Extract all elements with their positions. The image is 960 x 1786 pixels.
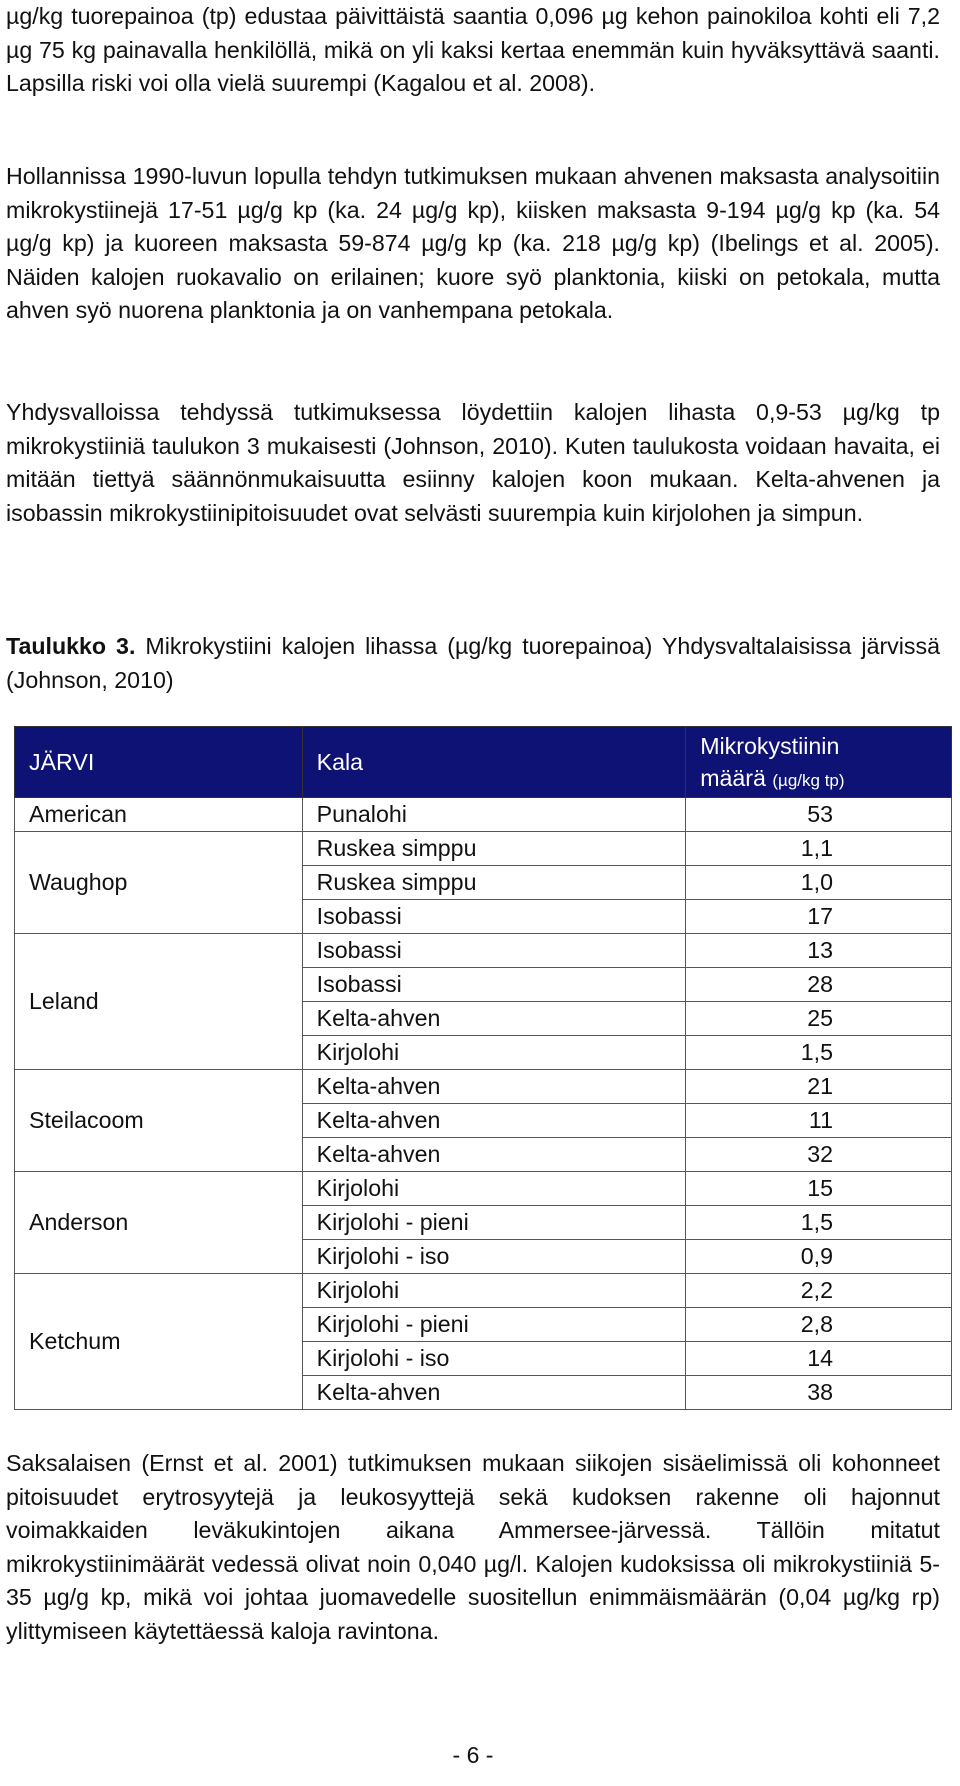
cell-amount: 32 — [686, 1138, 952, 1172]
cell-amount: 21 — [686, 1070, 952, 1104]
paragraph-intake: µg/kg tuorepainoa (tp) edustaa päivittäistä saantia 0,096 µg kehon painokiloa kohti eli 7,2 µg 75 kg painavalla henkilöllä, mikä on yli kaksi kertaa enemmän kuin hyväksyttävä saanti. Lapsilla riski voi olla vielä suurempi (Kagalou et al. 2008). — [6, 3, 940, 96]
table-row — [15, 934, 952, 968]
cell-amount: 28 — [686, 968, 952, 1002]
cell-amount: 11 — [686, 1104, 952, 1138]
header-amount — [686, 727, 952, 798]
cell-fish: Kirjolohi — [302, 1172, 686, 1206]
header-fish: Kala — [302, 727, 686, 798]
header-lake: JÄRVI — [15, 727, 303, 798]
cell-amount: 13 — [686, 934, 952, 968]
paragraph-usa-study: Yhdysvalloissa tehdyssä tutkimuksessa löydettiin kalojen lihasta 0,9-53 µg/kg tp mikrokystiiniä taulukon 3 mukaisesti (Johnson, 2010). Kuten taulukosta voidaan havaita, ei mitään tiettyä säännönmukaisuutta esiinny kalojen koon mukaan. Kelta-ahvenen ja isobassin mikrokystiinipitoisuudet ovat selvästi suurempia kuin kirjolohen ja simpun. — [6, 399, 940, 526]
cell-amount: 2,8 — [686, 1308, 952, 1342]
table-caption-label: Taulukko 3. — [6, 633, 136, 659]
cell-fish: Kelta-ahven — [302, 1070, 686, 1104]
cell-amount: 17 — [686, 900, 952, 934]
cell-fish: Kirjolohi - pieni — [302, 1206, 686, 1240]
paragraph-germany-study: Saksalaisen (Ernst et al. 2001) tutkimuksen mukaan siikojen sisäelimissä oli kohonneet pitoisuudet erytrosyytejä ja leukosyyttejä sekä kudoksen rakenne oli hajonnut voimakkaiden leväkukintojen aikana Ammersee-järvessä. Tällöin mitatut mikrokystiinimäärät vedessä olivat noin 0,040 µg/l. Kalojen kudoksissa oli mikrokystiiniä 5-35 µg/g kp, mikä voi johtaa juomavedelle suositellun enimmäismäärän (0,04 µg/kg rp) ylittymiseen käytettäessä kaloja ravintona. — [6, 1450, 940, 1644]
header-amount-unit: (µg/kg tp) — [772, 770, 845, 790]
cell-fish: Kelta-ahven — [302, 1376, 686, 1410]
cell-fish: Isobassi — [302, 968, 686, 1002]
cell-lake: Ketchum — [15, 1274, 303, 1410]
page-number: - 6 - — [452, 1742, 494, 1768]
table-row — [15, 1070, 952, 1104]
table-caption — [6, 630, 940, 697]
cell-amount: 1,0 — [686, 866, 952, 900]
cell-fish: Kirjolohi - iso — [302, 1240, 686, 1274]
cell-lake: American — [15, 798, 303, 832]
cell-fish: Isobassi — [302, 934, 686, 968]
cell-amount: 14 — [686, 1342, 952, 1376]
table-row — [15, 1274, 952, 1308]
header-amount-line2: määrä — [700, 764, 766, 791]
cell-fish: Kelta-ahven — [302, 1138, 686, 1172]
cell-lake: Leland — [15, 934, 303, 1070]
table-row — [15, 798, 952, 832]
table-body — [15, 798, 952, 1410]
header-amount-line1: Mikrokystiinin — [700, 732, 840, 759]
cell-fish: Kirjolohi — [302, 1274, 686, 1308]
table-row — [15, 1172, 952, 1206]
cell-amount: 25 — [686, 1002, 952, 1036]
cell-fish: Kirjolohi - iso — [302, 1342, 686, 1376]
cell-fish: Punalohi — [302, 798, 686, 832]
cell-amount: 1,1 — [686, 832, 952, 866]
cell-amount: 15 — [686, 1172, 952, 1206]
cell-fish: Ruskea simppu — [302, 832, 686, 866]
cell-amount: 38 — [686, 1376, 952, 1410]
cell-fish: Ruskea simppu — [302, 866, 686, 900]
cell-fish: Kelta-ahven — [302, 1002, 686, 1036]
cell-lake: Steilacoom — [15, 1070, 303, 1172]
microcystin-table — [14, 726, 952, 1410]
cell-fish: Kelta-ahven — [302, 1104, 686, 1138]
cell-amount: 2,2 — [686, 1274, 952, 1308]
cell-lake: Waughop — [15, 832, 303, 934]
cell-amount: 0,9 — [686, 1240, 952, 1274]
paragraph-netherlands-study: Hollannissa 1990-luvun lopulla tehdyn tutkimuksen mukaan ahvenen maksasta analysoitiin mikrokystiinejä 17-51 µg/g kp (ka. 24 µg/g kp), kiisken maksasta 9-194 µg/g kp (ka. 54 µg/g kp) ja kuoreen maksasta 59-874 µg/g kp (ka. 218 µg/g kp) (Ibelings et al. 2005). Näiden kalojen ruokavalio on erilainen; kuore syö planktonia, kiiski on petokala, mutta ahven syö nuorena planktonia ja on vanhempana petokala. — [6, 163, 940, 323]
cell-amount: 53 — [686, 798, 952, 832]
table-row — [15, 832, 952, 866]
cell-fish: Kirjolohi — [302, 1036, 686, 1070]
table-caption-text: Mikrokystiini kalojen lihassa (µg/kg tuorepainoa) Yhdysvaltalaisissa järvissä (Johnson, 2010) — [6, 633, 941, 693]
cell-amount: 1,5 — [686, 1036, 952, 1070]
cell-lake: Anderson — [15, 1172, 303, 1274]
cell-fish: Isobassi — [302, 900, 686, 934]
cell-fish: Kirjolohi - pieni — [302, 1308, 686, 1342]
table-header-row — [15, 727, 952, 798]
cell-amount: 1,5 — [686, 1206, 952, 1240]
